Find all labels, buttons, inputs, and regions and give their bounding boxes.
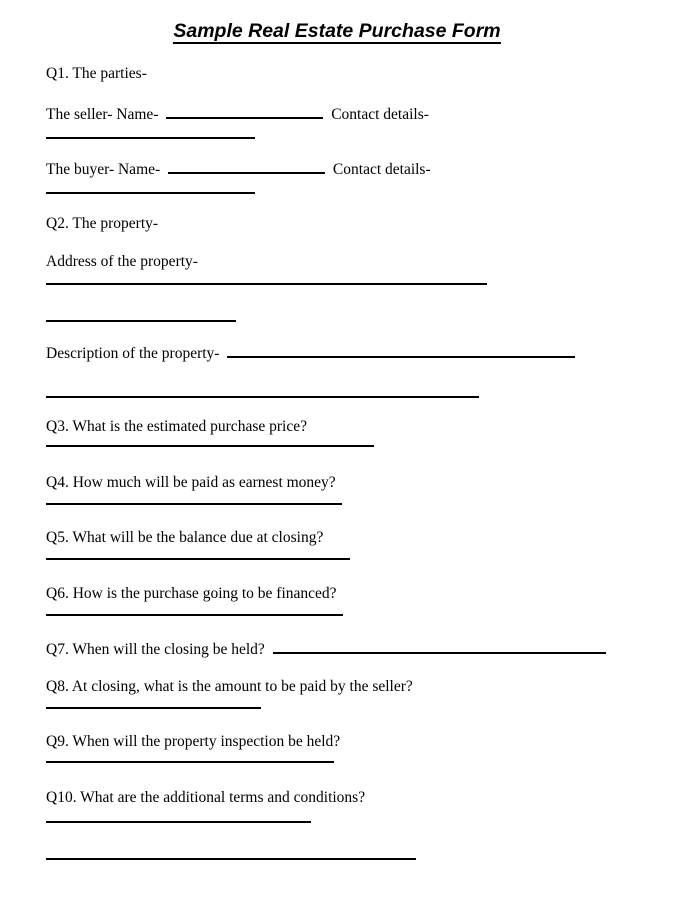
q3-answer-field[interactable] (46, 429, 374, 447)
q4-answer-field[interactable] (46, 487, 342, 505)
q7-row (46, 639, 610, 659)
q9-answer-field[interactable] (46, 745, 334, 763)
seller-contact-field[interactable] (46, 121, 255, 139)
buyer-name-field[interactable] (168, 159, 325, 174)
q6-heading: Q6. How is the purchase going to be financed? (46, 585, 337, 602)
q10-heading: Q10. What are the additional terms and conditions? (46, 789, 366, 806)
q10-answer-field-line2[interactable] (46, 842, 416, 860)
q10-answer-field-line1[interactable] (46, 805, 311, 823)
q3-heading: Q3. What is the estimated purchase price? (46, 418, 307, 435)
page-title (0, 22, 674, 44)
q5-answer-field[interactable] (46, 542, 350, 560)
q5-heading: Q5. What will be the balance due at closing? (46, 529, 324, 546)
seller-contact-label: Contact details- (331, 106, 429, 123)
seller-name-field[interactable] (166, 104, 323, 119)
q7-answer-field[interactable] (273, 639, 606, 654)
seller-name-label: The seller- Name- (46, 106, 159, 123)
q8-heading: Q8. At closing, what is the amount to be paid by the seller? (46, 678, 413, 695)
property-description-label: Description of the property- (46, 345, 220, 362)
q9-heading: Q9. When will the property inspection be held? (46, 733, 341, 750)
buyer-name-label: The buyer- Name- (46, 161, 161, 178)
q4-heading: Q4. How much will be paid as earnest money? (46, 474, 336, 491)
property-address-field-line2[interactable] (46, 304, 236, 322)
property-description-field-line2[interactable] (46, 380, 479, 398)
q7-heading: Q7. When will the closing be held? (46, 641, 265, 658)
buyer-contact-label: Contact details- (332, 161, 431, 178)
property-address-label: Address of the property- (46, 253, 198, 270)
property-address-field-line1[interactable] (46, 267, 487, 285)
q2-heading: Q2. The property- (46, 215, 159, 232)
description-row (46, 343, 579, 363)
property-description-field-line1[interactable] (227, 343, 575, 358)
buyer-contact-field[interactable] (46, 176, 255, 194)
q1-heading: Q1. The parties- (46, 65, 147, 82)
q6-answer-field[interactable] (46, 598, 343, 616)
page-title-text: Sample Real Estate Purchase Form (173, 20, 501, 42)
q8-answer-field[interactable] (46, 691, 261, 709)
